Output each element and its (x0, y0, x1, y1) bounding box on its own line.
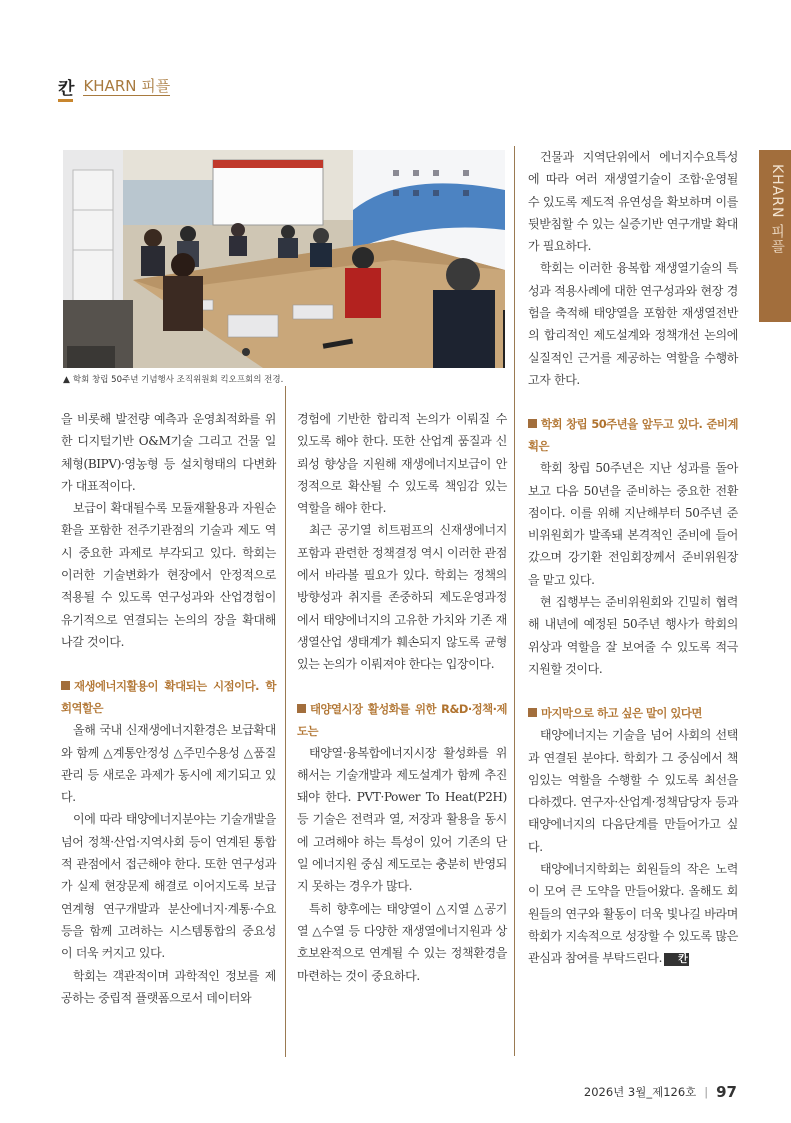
footer-separator: | (704, 1085, 709, 1099)
paragraph: 태양열·융복합에너지시장 활성화를 위해서는 기술개발과 제도설계가 함께 추진돼야 한다. PVT·Power To Heat(P2H) 등 기술은 전력과 열, 저장과 활용을 동시에 고려해야 하는 특성이 있어 기존의 단일 에너지원 중심 제도로는 충분히 반영되지 못하는 경우가 많다. (297, 745, 507, 894)
section-heading: 마지막으로 하고 싶은 말이 있다면 (528, 702, 738, 724)
section-heading: 재생에너지활용이 확대되는 시점이다. 학회역할은 (61, 679, 276, 716)
meeting-photo (63, 150, 505, 368)
paragraph: 태양에너지학회는 회원들의 작은 노력이 모여 큰 도약을 만들어왔다. 올해도 회원들의 연구와 활동이 더욱 빛나길 바라며 학회가 지속적으로 성장할 수 있도록 많은 관심과 참여를 부탁드린다. 칸 (528, 862, 738, 966)
square-bullet-icon (297, 704, 306, 713)
section-title: KHARN 피플 (83, 76, 171, 95)
section-heading: 학회 창립 50주년을 앞두고 있다. 준비계획은 (528, 417, 738, 454)
paragraph: 을 비롯해 발전량 예측과 운영최적화를 위한 디지털기반 O&M기술 그리고 건물 일체형(BIPV)·영농형 등 설치형태의 다변화가 대표적이다. (61, 412, 276, 493)
paragraph: 학회는 이러한 융복합 재생열기술의 특성과 적용사례에 대한 연구성과와 현장 경험을 축적해 태양열을 포함한 재생열전반의 합리적인 제도설계와 정책개선 논의에 실질적인 근거를 제공하는 역할을 수행하고자 한다. (528, 261, 738, 387)
page-header (58, 74, 170, 99)
paragraph: 보급이 확대될수록 모듈재활용과 자원순환을 포함한 전주기관점의 기술과 제도 역시 중요한 과제로 부각되고 있다. 학회는 이러한 기술변화가 현장에서 안정적으로 적용될 수 있도록 연구성과와 산업경험이 유기적으로 연결되는 논의의 장을 확대해 나갈 것이다. (61, 501, 276, 649)
end-mark-icon: 칸 (664, 953, 689, 966)
square-bullet-icon (528, 708, 537, 717)
triangle-icon: ▲ (63, 375, 70, 385)
article-column-2 (297, 408, 507, 987)
paragraph: 이에 따라 태양에너지분야는 기술개발을 넘어 정책·산업·지역사회 등이 연계된 통합적 관점에서 접근해야 한다. 또한 연구성과가 실제 현장문제 해결로 이어지도록 보급연계형 연구개발과 분산에너지·계통·수요 등을 함께 고려하는 시스템통합의 중요성이 더욱 커지고 있다. (61, 812, 276, 961)
photo-caption: ▲ 학회 창립 50주년 기념행사 조직위원회 킥오프회의 전경. (63, 375, 284, 385)
paragraph: 특히 향후에는 태양열이 △지열 △공기열 △수열 등 다양한 재생열에너지원과 상호보완적으로 연계될 수 있는 정책환경을 마련하는 것이 중요하다. (297, 901, 507, 983)
column-divider-1 (285, 386, 286, 1057)
paragraph: 경험에 기반한 합리적 논의가 이뤄질 수 있도록 해야 한다. 또한 산업계 품질과 신뢰성 향상을 지원해 재생에너지보급이 안정적으로 확산될 수 있도록 책임감 있는 역할을 해야 한다. (297, 412, 507, 516)
side-tab-label: KHARN 피플 (769, 164, 785, 254)
article-column-1 (61, 408, 276, 1009)
section-heading: 태양열시장 활성화를 위한 R&D·정책·제도는 (297, 701, 507, 738)
issue-label: 2026년 3월_제126호 (583, 1085, 697, 1099)
meeting-photo-illustration (63, 150, 505, 368)
paragraph: 건물과 지역단위에서 에너지수요특성에 따라 여러 재생열기술이 조합·운영될 수 있도록 제도적 유연성을 확보하며 이를 뒷받침할 수 있는 실증기반 연구개발 확대가 필요하다. (528, 150, 738, 254)
square-bullet-icon (528, 419, 537, 428)
page-footer (584, 1083, 737, 1101)
article-column-3 (528, 146, 738, 970)
paragraph: 학회는 객관적이며 과학적인 정보를 제공하는 중립적 플랫폼으로서 데이터와 (61, 968, 276, 1005)
section-side-tab (759, 150, 791, 322)
paragraph: 학회 창립 50주년은 지난 성과를 돌아보고 다음 50년을 준비하는 중요한 전환점이다. 이를 위해 지난해부터 50주년 준비위원회가 발족돼 본격적인 준비에 들어갔으며 강기환 전임회장께서 준비위원장을 맡고 있다. (528, 461, 738, 587)
column-divider-2 (514, 146, 515, 1056)
page-number: 97 (716, 1083, 737, 1101)
paragraph: 올해 국내 신재생에너지환경은 보급확대와 함께 △계통안정성 △주민수용성 △품질관리 등 새로운 과제가 동시에 제기되고 있다. (61, 723, 276, 805)
square-bullet-icon (61, 681, 70, 690)
paragraph: 태양에너지는 기술을 넘어 사회의 선택과 연결된 분야다. 학회가 그 중심에서 책임있는 역할을 수행할 수 있도록 최선을 다하겠다. 연구자·산업계·정책담당자 등과 태양에너지의 다음단계를 만들어가고 싶다. (528, 728, 738, 854)
magazine-logo: 칸 (58, 74, 73, 99)
paragraph: 최근 공기열 히트펌프의 신재생에너지 포함과 관련한 정책결정 역시 이러한 관점에서 바라볼 필요가 있다. 학회는 정책의 방향성과 취지를 존중하되 제도운영과정에서 태양에너지의 고유한 가치와 기존 재생열산업 생태계가 훼손되지 않도록 균형있는 논의가 이뤄져야 한다는 입장이다. (297, 523, 507, 672)
paragraph: 현 집행부는 준비위원회와 긴밀히 협력해 내년에 예정된 50주년 행사가 학회의 위상과 역할을 잘 보여줄 수 있도록 적극 지원할 것이다. (528, 595, 738, 676)
